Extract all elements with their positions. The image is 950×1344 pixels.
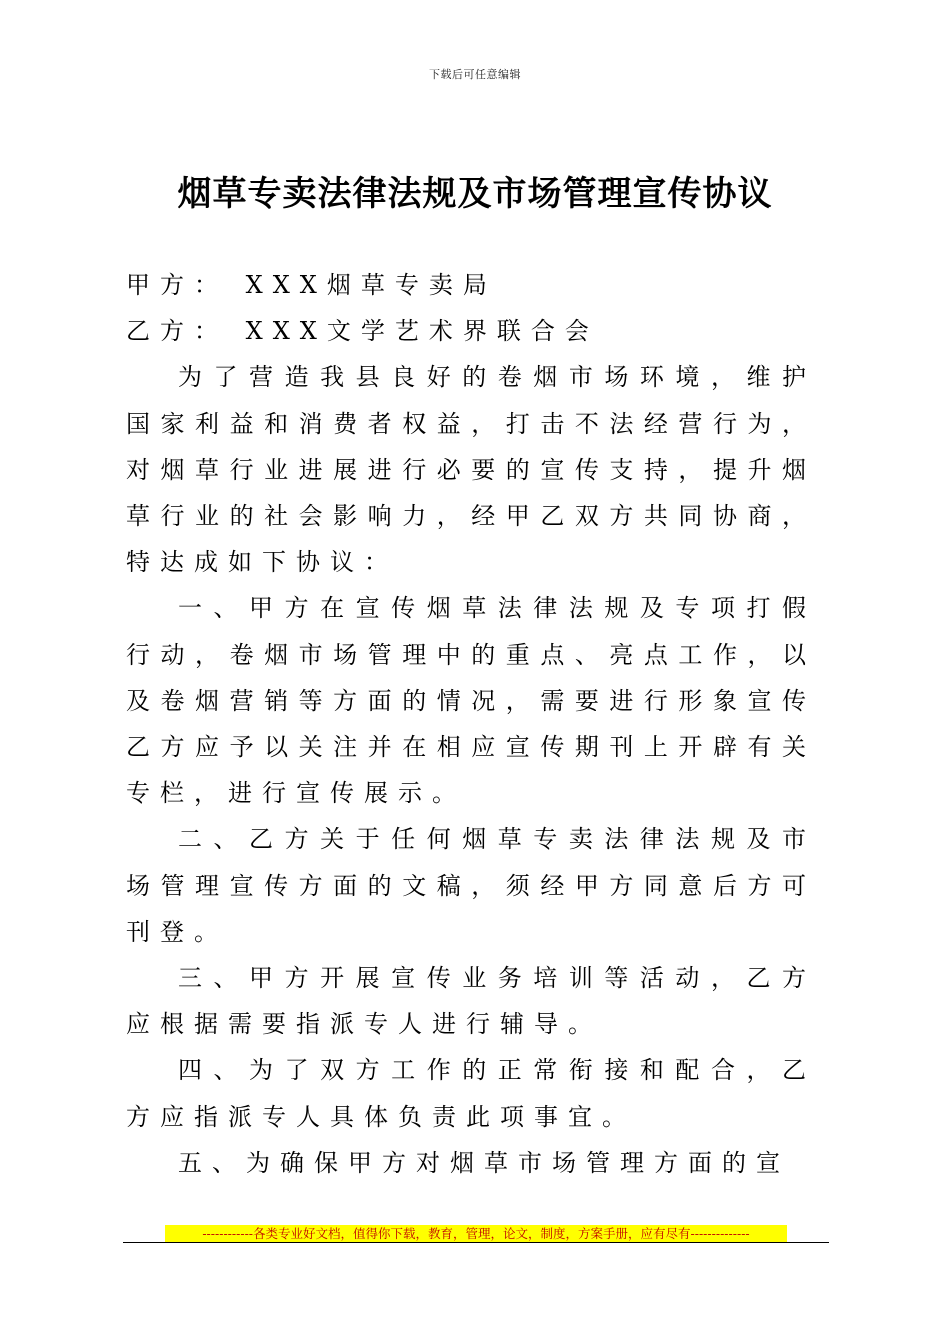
document-body (126, 262, 816, 1186)
paragraph-clause-2: 二、乙方关于任何烟草专卖法律法规及市场管理宣传方面的文稿，须经甲方同意后方可刊登。 (126, 825, 816, 946)
page-header-note: 下载后可任意编辑 (429, 68, 521, 81)
footer-banner: ------------各类专业好文档，值得你下载，教育，管理，论文，制度，方案手册，应有尽有-------------- (165, 1225, 787, 1242)
paragraph-clause-4: 四、为了双方工作的正常衔接和配合，乙方应指派专人具体负责此项事宜。 (126, 1056, 816, 1131)
party-a-line: 甲方： XXX烟草专卖局 (126, 271, 497, 299)
document-title: 烟草专卖法律法规及市场管理宣传协议 (177, 174, 773, 214)
paragraph-clause-1: 一、甲方在宣传烟草法律法规及专项打假行动，卷烟市场管理中的重点、亮点工作，以及卷烟营销等方面的情况，需要进行形象宣传乙方应予以关注并在相应宣传期刊上开辟有关专栏，进行宣传展示。 (126, 594, 816, 808)
paragraph-clause-5: 五、为确保甲方对烟草市场管理方面的宣 (178, 1148, 790, 1177)
footer-divider (123, 1242, 829, 1243)
paragraph-clause-3: 三、甲方开展宣传业务培训等活动，乙方应根据需要指派专人进行辅导。 (126, 964, 816, 1039)
paragraph-intro: 为了营造我县良好的卷烟市场环境，维护国家利益和消费者权益，打击不法经营行为，对烟草行业进展进行必要的宣传支持，提升烟草行业的社会影响力，经甲乙双方共同协商，特达成如下协议： (126, 363, 816, 577)
party-b-line: 乙方： XXX文学艺术界联合会 (126, 317, 599, 346)
